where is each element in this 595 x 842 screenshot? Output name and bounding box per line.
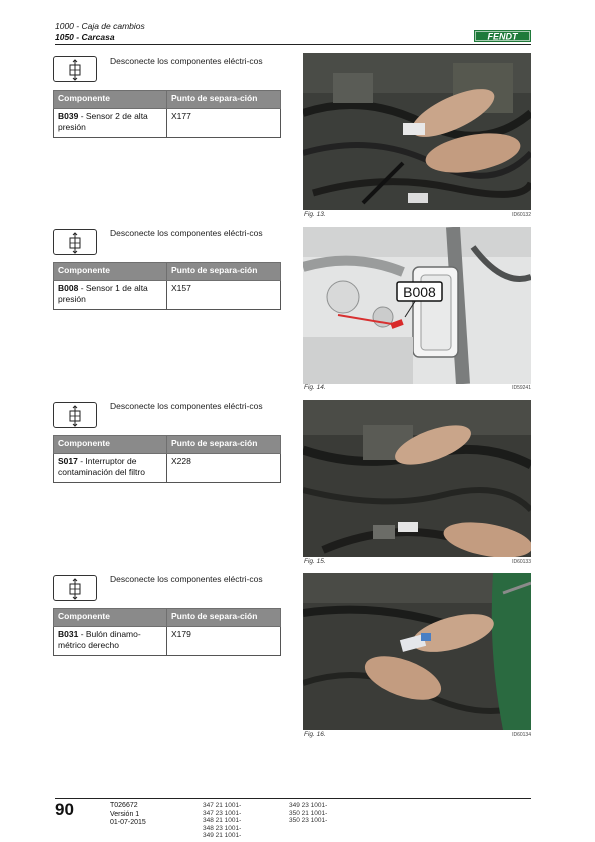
model-number: 350 21 1001- [289,809,328,817]
component-callout-label: B008 [403,284,436,300]
component-code: B031 [58,628,79,639]
logo-text: FENDT [487,31,518,42]
electrical-disconnect-icon [53,56,97,82]
col-header-separation: Punto de separa-ción [167,609,281,627]
instruction-text: Desconecte los componentes eléctri-cos [110,228,263,238]
image-id: ID59241 [512,385,531,391]
component-description: - Sensor 1 de alta presión [58,282,148,304]
electrical-disconnect-icon [53,402,97,428]
col-header-component: Componente [54,609,167,627]
col-header-separation: Punto de separa-ción [167,263,281,281]
instruction-text: Desconecte los componentes eléctri-cos [110,56,263,66]
model-number: 347 23 1001- [203,809,242,817]
model-number: 350 23 1001- [289,817,328,825]
separation-point-cell: X177 [167,108,281,137]
component-cell [54,453,167,482]
image-id: ID60132 [512,212,531,218]
figure-caption: Fig. 16. [304,731,326,738]
electrical-disconnect-icon [53,229,97,255]
component-cell [54,280,167,309]
component-description: - Interruptor de contaminación del filtro [58,455,145,477]
component-description: - Bulón dinamo-métrico derecho [58,628,141,650]
model-number: 349 23 1001- [289,802,328,809]
col-header-component: Componente [54,91,167,109]
image-id: ID60133 [512,559,531,565]
figure-photo [303,400,531,557]
col-header-component: Componente [54,436,167,454]
model-number: 348 21 1001- [203,817,242,825]
figure-photo [303,573,531,730]
table-row [54,280,281,309]
document-version: Versión 1 [110,810,140,818]
separation-point-cell: X228 [167,453,281,482]
col-header-separation: Punto de separa-ción [167,436,281,454]
figure-photo [303,53,531,210]
col-header-separation: Punto de separa-ción [167,91,281,109]
component-cell [54,108,167,137]
table-row [54,453,281,482]
model-number: 348 23 1001- [203,824,242,832]
figure-caption: Fig. 15. [304,558,326,565]
model-number: 347 21 1001- [203,802,242,809]
model-list-1 [203,802,241,840]
page-number: 90 [55,800,74,819]
component-code: B039 [58,110,79,121]
separation-point-cell: X179 [167,626,281,655]
component-code: S017 [58,455,78,466]
figure-caption: Fig. 13. [304,211,326,218]
model-number: 349 21 1001- [203,832,242,840]
model-list-2 [289,802,327,825]
header-divider [55,44,531,45]
section-title: 1050 - Carcasa [55,32,115,42]
component-table [53,608,281,656]
document-date: 01-07-2015 [110,819,146,826]
component-code: B008 [58,282,79,293]
component-cell [54,626,167,655]
fendt-logo [474,30,531,42]
table-row [54,626,281,655]
image-id: ID60134 [512,732,531,738]
instruction-text: Desconecte los componentes eléctri-cos [110,401,263,411]
footer-divider [55,798,531,799]
separation-point-cell: X157 [167,280,281,309]
instruction-text: Desconecte los componentes eléctri-cos [110,574,263,584]
table-row [54,108,281,137]
component-table [53,262,281,310]
figure-photo [303,227,531,384]
figure-caption: Fig. 14. [304,384,326,391]
component-description: - Sensor 2 de alta presión [58,110,148,132]
component-table [53,435,281,483]
document-number: T026672 [110,802,138,809]
document-info [110,802,146,828]
chapter-title: 1000 - Caja de cambios [55,21,145,31]
col-header-component: Componente [54,263,167,281]
electrical-disconnect-icon [53,575,97,601]
component-table [53,90,281,138]
